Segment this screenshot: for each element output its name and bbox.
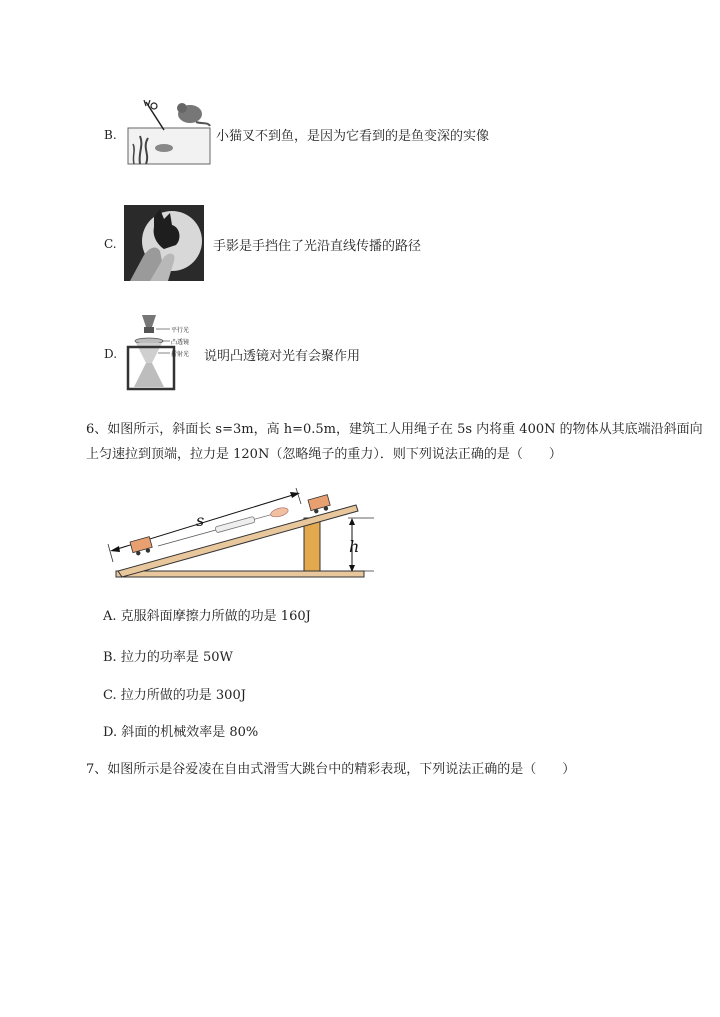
q6-stem-line2: 上匀速拉到顶端，拉力是 120N（忽略绳子的重力）．则下列说法正确的是（ ） — [86, 447, 562, 462]
q7-stem-line1: 7、如图所示是谷爱凌在自由式滑雪大跳台中的精彩表现，下列说法正确的是（ ） — [86, 762, 576, 777]
option-d-text: 说明凸透镜对光有会聚作用 — [204, 349, 361, 364]
lens-label-refracted: 折射光 — [171, 351, 190, 358]
option-d-letter: D. — [104, 347, 118, 361]
lens-label-convex: 凸透镜 — [171, 339, 190, 346]
q6-option-a-text: 克服斜面摩擦力所做的功是 160J — [120, 609, 311, 624]
q6-option-b-letter: B. — [103, 650, 117, 665]
incline-figure — [100, 480, 375, 585]
height-label-h: h — [349, 537, 360, 556]
cat-fishing-figure — [124, 100, 212, 166]
option-c-text: 手影是手挡住了光沿直线传播的路径 — [213, 239, 422, 254]
option-c-letter: C. — [104, 237, 117, 251]
hand-shadow-figure — [124, 205, 204, 281]
q6-stem-line1: 6、如图所示，斜面长 s=3m，高 h=0.5m，建筑工人用绳子在 5s 内将重 400N 的物体从其底端沿斜面向 — [86, 422, 703, 437]
option-b-text: 小猫叉不到鱼，是因为它看到的是鱼变深的实像 — [216, 129, 490, 144]
option-b-letter: B. — [104, 128, 117, 142]
convex-lens-figure — [124, 313, 198, 391]
q6-option-c — [103, 684, 246, 703]
q6-option-d — [103, 721, 258, 740]
q6-option-b-text: 拉力的功率是 50W — [120, 650, 233, 665]
q6-option-d-text: 斜面的机械效率是 80% — [121, 725, 259, 740]
q6-option-c-text: 拉力所做的功是 300J — [120, 688, 246, 703]
q6-option-a — [103, 605, 311, 624]
q6-option-d-letter: D. — [103, 725, 118, 740]
length-label-s: s — [196, 511, 205, 530]
lens-label-parallel: 平行光 — [171, 327, 190, 334]
q6-option-b — [103, 646, 233, 665]
cart-bottom — [130, 537, 153, 557]
cart-top — [308, 495, 331, 515]
q6-option-c-letter: C. — [103, 688, 117, 703]
q6-option-a-letter: A. — [103, 609, 117, 624]
